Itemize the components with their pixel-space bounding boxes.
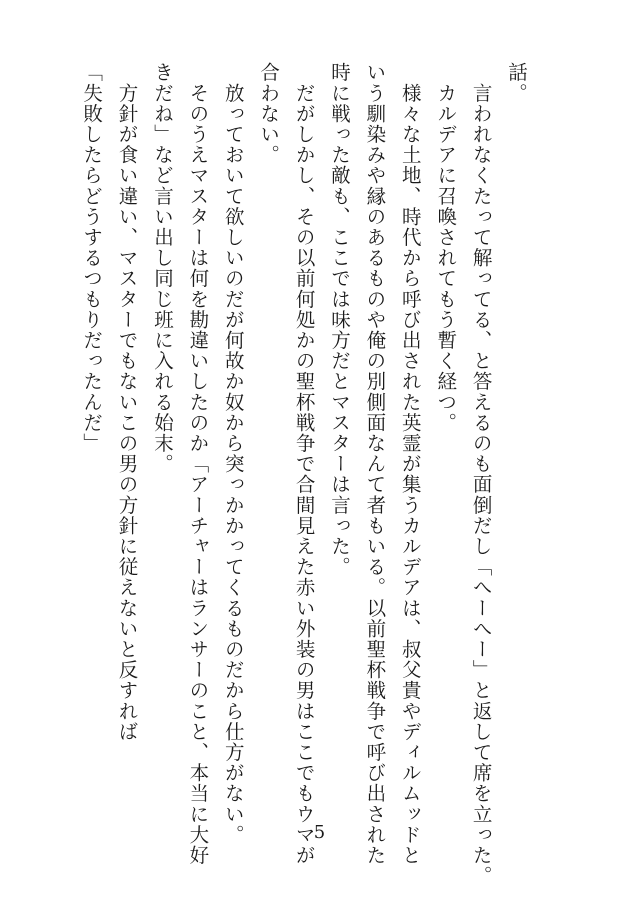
text-line: 合わない。 [257, 62, 281, 165]
text-line: だがしかし、その以前何処かの聖杯戦争で合間見えた赤い外装の男はここでもウマが [292, 62, 316, 866]
text-line: カルデアに召喚されてもう暫く経つ。 [434, 62, 458, 433]
text-line: 言われなくたって解ってる、と答えるのも面倒だし「へーへー」と返して席を立った。 [469, 62, 493, 886]
vertical-text-body [74, 62, 534, 886]
text-line: いう馴染みや縁のあるものや俺の別側面なんて者もいる。以前聖杯戦争で呼び出された [363, 62, 387, 866]
text-line: 方針が食い違い、マスターでもないこの男の方針に従えないと反すれば [115, 62, 139, 742]
text-line: 話。 [505, 62, 528, 104]
text-line: そのうえマスターは何を勘違いしたのか「アーチャーはランサーのこと、本当に大好 [186, 62, 210, 866]
text-line: きだね」など言い出し同じ班に入れる始末。 [150, 62, 174, 474]
text-line: 様々な土地、時代から呼び出された英霊が集うカルデアは、叔父貴やディルムッドと [398, 62, 422, 866]
text-line: 放っておいて欲しいのだが何故か奴から突っかかってくるものだから仕方がない。 [221, 62, 245, 845]
page-number: 5 [313, 822, 326, 843]
text-line: 「失敗したらどうするつもりだったんだ」 [80, 62, 104, 454]
text-line: 時に戦った敵も、ここでは味方だとマスターは言った。 [327, 62, 351, 577]
